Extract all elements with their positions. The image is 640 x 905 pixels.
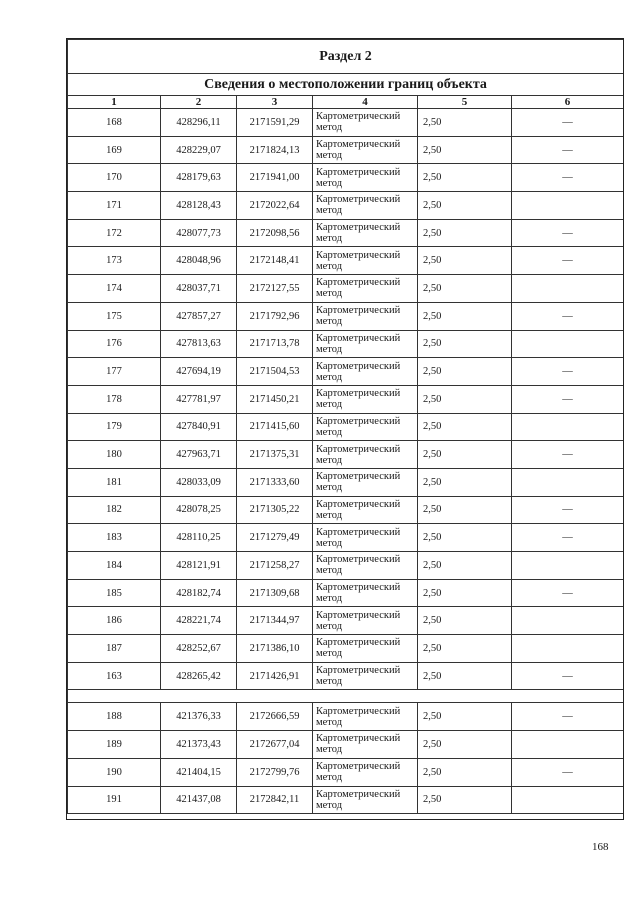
coordinate-y: 2172127,55 xyxy=(237,275,313,303)
table-row xyxy=(68,731,624,759)
page-number: 168 xyxy=(592,841,609,853)
method: Картометрический метод xyxy=(313,413,418,441)
point-number: 191 xyxy=(68,786,161,814)
accuracy: 2,50 xyxy=(418,758,512,786)
coordinate-y: 2171309,68 xyxy=(237,579,313,607)
method: Картометрический метод xyxy=(313,275,418,303)
method: Картометрический метод xyxy=(313,468,418,496)
accuracy: 2,50 xyxy=(418,579,512,607)
coordinate-y: 2171333,60 xyxy=(237,468,313,496)
extra-value: — xyxy=(512,385,624,413)
method: Картометрический метод xyxy=(313,164,418,192)
table-row xyxy=(68,219,624,247)
method: Картометрический метод xyxy=(313,330,418,358)
table-row xyxy=(68,662,624,690)
table-row xyxy=(68,385,624,413)
point-number: 181 xyxy=(68,468,161,496)
extra-value: — xyxy=(512,758,624,786)
table-row xyxy=(68,607,624,635)
method: Картометрический метод xyxy=(313,758,418,786)
coordinate-y: 2171792,96 xyxy=(237,302,313,330)
coordinate-x: 428179,63 xyxy=(161,164,237,192)
extra-value xyxy=(512,330,624,358)
table-row xyxy=(68,358,624,386)
coordinate-x: 427694,19 xyxy=(161,358,237,386)
column-header: 3 xyxy=(237,96,313,109)
coordinate-y: 2172098,56 xyxy=(237,219,313,247)
method: Картометрический метод xyxy=(313,607,418,635)
coordinate-x: 428077,73 xyxy=(161,219,237,247)
table-row xyxy=(68,468,624,496)
method: Картометрический метод xyxy=(313,385,418,413)
accuracy: 2,50 xyxy=(418,468,512,496)
table-row xyxy=(68,579,624,607)
separator-row xyxy=(68,690,624,703)
method: Картометрический метод xyxy=(313,579,418,607)
extra-value: — xyxy=(512,524,624,552)
table-row xyxy=(68,441,624,469)
extra-value xyxy=(512,192,624,220)
method: Картометрический метод xyxy=(313,496,418,524)
coordinate-x: 427963,71 xyxy=(161,441,237,469)
accuracy: 2,50 xyxy=(418,786,512,814)
accuracy: 2,50 xyxy=(418,662,512,690)
coordinate-x: 428229,07 xyxy=(161,136,237,164)
accuracy: 2,50 xyxy=(418,219,512,247)
accuracy: 2,50 xyxy=(418,302,512,330)
column-header: 6 xyxy=(512,96,624,109)
table-row xyxy=(68,192,624,220)
coordinate-y: 2171386,10 xyxy=(237,635,313,663)
coordinate-y: 2171305,22 xyxy=(237,496,313,524)
coordinate-y: 2172799,76 xyxy=(237,758,313,786)
coordinate-x: 428033,09 xyxy=(161,468,237,496)
coordinate-y: 2171824,13 xyxy=(237,136,313,164)
method: Картометрический метод xyxy=(313,192,418,220)
method: Картометрический метод xyxy=(313,441,418,469)
method: Картометрический метод xyxy=(313,136,418,164)
accuracy: 2,50 xyxy=(418,109,512,137)
coordinate-x: 427813,63 xyxy=(161,330,237,358)
coordinate-y: 2171426,91 xyxy=(237,662,313,690)
table-row xyxy=(68,758,624,786)
accuracy: 2,50 xyxy=(418,413,512,441)
extra-value xyxy=(512,552,624,580)
accuracy: 2,50 xyxy=(418,607,512,635)
method: Картометрический метод xyxy=(313,219,418,247)
extra-value xyxy=(512,731,624,759)
coordinate-x: 421404,15 xyxy=(161,758,237,786)
table-body-contour-1 xyxy=(68,109,624,690)
point-number: 182 xyxy=(68,496,161,524)
extra-value: — xyxy=(512,302,624,330)
extra-value: — xyxy=(512,109,624,137)
accuracy: 2,50 xyxy=(418,247,512,275)
point-number: 177 xyxy=(68,358,161,386)
point-number: 180 xyxy=(68,441,161,469)
coordinate-y: 2172677,04 xyxy=(237,731,313,759)
extra-value xyxy=(512,468,624,496)
extra-value xyxy=(512,275,624,303)
method: Картометрический метод xyxy=(313,552,418,580)
accuracy: 2,50 xyxy=(418,731,512,759)
point-number: 187 xyxy=(68,635,161,663)
coordinate-x: 428037,71 xyxy=(161,275,237,303)
point-number: 173 xyxy=(68,247,161,275)
method: Картометрический метод xyxy=(313,786,418,814)
table-row xyxy=(68,275,624,303)
table-row xyxy=(68,552,624,580)
accuracy: 2,50 xyxy=(418,552,512,580)
table-row xyxy=(68,413,624,441)
column-number-row xyxy=(68,96,624,109)
coordinate-x: 428182,74 xyxy=(161,579,237,607)
coordinate-x: 428048,96 xyxy=(161,247,237,275)
coordinate-y: 2171941,00 xyxy=(237,164,313,192)
extra-value: — xyxy=(512,662,624,690)
coordinate-y: 2171450,21 xyxy=(237,385,313,413)
coordinate-x: 428296,11 xyxy=(161,109,237,137)
accuracy: 2,50 xyxy=(418,703,512,731)
point-number: 189 xyxy=(68,731,161,759)
accuracy: 2,50 xyxy=(418,192,512,220)
extra-value: — xyxy=(512,247,624,275)
extra-value: — xyxy=(512,136,624,164)
coordinate-x: 427840,91 xyxy=(161,413,237,441)
point-number: 176 xyxy=(68,330,161,358)
table-row xyxy=(68,136,624,164)
coordinate-x: 421437,08 xyxy=(161,786,237,814)
extra-value: — xyxy=(512,441,624,469)
coordinate-y: 2171591,29 xyxy=(237,109,313,137)
coordinates-table xyxy=(67,39,624,814)
table-row xyxy=(68,524,624,552)
accuracy: 2,50 xyxy=(418,441,512,469)
table-body-contour-2 xyxy=(68,703,624,814)
coordinate-x: 428128,43 xyxy=(161,192,237,220)
accuracy: 2,50 xyxy=(418,358,512,386)
method: Картометрический метод xyxy=(313,635,418,663)
extra-value: — xyxy=(512,496,624,524)
coordinate-y: 2171344,97 xyxy=(237,607,313,635)
coordinate-x: 428110,25 xyxy=(161,524,237,552)
coordinate-y: 2171415,60 xyxy=(237,413,313,441)
section-subtitle: Сведения о местоположении границ объекта xyxy=(68,74,624,96)
method: Картометрический метод xyxy=(313,247,418,275)
point-number: 188 xyxy=(68,703,161,731)
method: Картометрический метод xyxy=(313,662,418,690)
coordinate-y: 2171504,53 xyxy=(237,358,313,386)
coordinate-y: 2172842,11 xyxy=(237,786,313,814)
accuracy: 2,50 xyxy=(418,136,512,164)
accuracy: 2,50 xyxy=(418,635,512,663)
coordinate-x: 428121,91 xyxy=(161,552,237,580)
point-number: 172 xyxy=(68,219,161,247)
method: Картометрический метод xyxy=(313,109,418,137)
point-number: 190 xyxy=(68,758,161,786)
coordinate-x: 428221,74 xyxy=(161,607,237,635)
column-header: 1 xyxy=(68,96,161,109)
coordinate-x: 428265,42 xyxy=(161,662,237,690)
accuracy: 2,50 xyxy=(418,385,512,413)
accuracy: 2,50 xyxy=(418,524,512,552)
table-row xyxy=(68,635,624,663)
column-header: 2 xyxy=(161,96,237,109)
accuracy: 2,50 xyxy=(418,275,512,303)
method: Картометрический метод xyxy=(313,302,418,330)
extra-value: — xyxy=(512,164,624,192)
coordinate-y: 2171713,78 xyxy=(237,330,313,358)
point-number: 168 xyxy=(68,109,161,137)
table-row xyxy=(68,330,624,358)
coordinate-y: 2171375,31 xyxy=(237,441,313,469)
extra-value xyxy=(512,635,624,663)
point-number: 171 xyxy=(68,192,161,220)
point-number: 184 xyxy=(68,552,161,580)
accuracy: 2,50 xyxy=(418,330,512,358)
point-number: 186 xyxy=(68,607,161,635)
coordinate-y: 2172022,64 xyxy=(237,192,313,220)
section-title: Раздел 2 xyxy=(68,40,624,74)
table-row xyxy=(68,109,624,137)
coordinate-y: 2171279,49 xyxy=(237,524,313,552)
table-row xyxy=(68,302,624,330)
coordinate-x: 427781,97 xyxy=(161,385,237,413)
point-number: 163 xyxy=(68,662,161,690)
point-number: 183 xyxy=(68,524,161,552)
accuracy: 2,50 xyxy=(418,496,512,524)
accuracy: 2,50 xyxy=(418,164,512,192)
point-number: 178 xyxy=(68,385,161,413)
coordinate-x: 427857,27 xyxy=(161,302,237,330)
extra-value xyxy=(512,786,624,814)
table-row xyxy=(68,247,624,275)
table-row xyxy=(68,786,624,814)
coordinate-x: 428252,67 xyxy=(161,635,237,663)
point-number: 175 xyxy=(68,302,161,330)
column-header: 4 xyxy=(313,96,418,109)
method: Картометрический метод xyxy=(313,703,418,731)
coordinate-y: 2172666,59 xyxy=(237,703,313,731)
coordinate-y: 2172148,41 xyxy=(237,247,313,275)
extra-value: — xyxy=(512,358,624,386)
point-number: 185 xyxy=(68,579,161,607)
table-row xyxy=(68,703,624,731)
contour-separator xyxy=(68,690,624,703)
point-number: 169 xyxy=(68,136,161,164)
coordinate-x: 421376,33 xyxy=(161,703,237,731)
document-frame xyxy=(66,38,624,820)
coordinate-x: 421373,43 xyxy=(161,731,237,759)
extra-value xyxy=(512,413,624,441)
table-row xyxy=(68,164,624,192)
extra-value: — xyxy=(512,703,624,731)
extra-value: — xyxy=(512,219,624,247)
method: Картометрический метод xyxy=(313,358,418,386)
coordinate-x: 428078,25 xyxy=(161,496,237,524)
method: Картометрический метод xyxy=(313,524,418,552)
extra-value: — xyxy=(512,579,624,607)
table-row xyxy=(68,496,624,524)
coordinate-y: 2171258,27 xyxy=(237,552,313,580)
method: Картометрический метод xyxy=(313,731,418,759)
extra-value xyxy=(512,607,624,635)
point-number: 174 xyxy=(68,275,161,303)
point-number: 179 xyxy=(68,413,161,441)
point-number: 170 xyxy=(68,164,161,192)
column-header: 5 xyxy=(418,96,512,109)
